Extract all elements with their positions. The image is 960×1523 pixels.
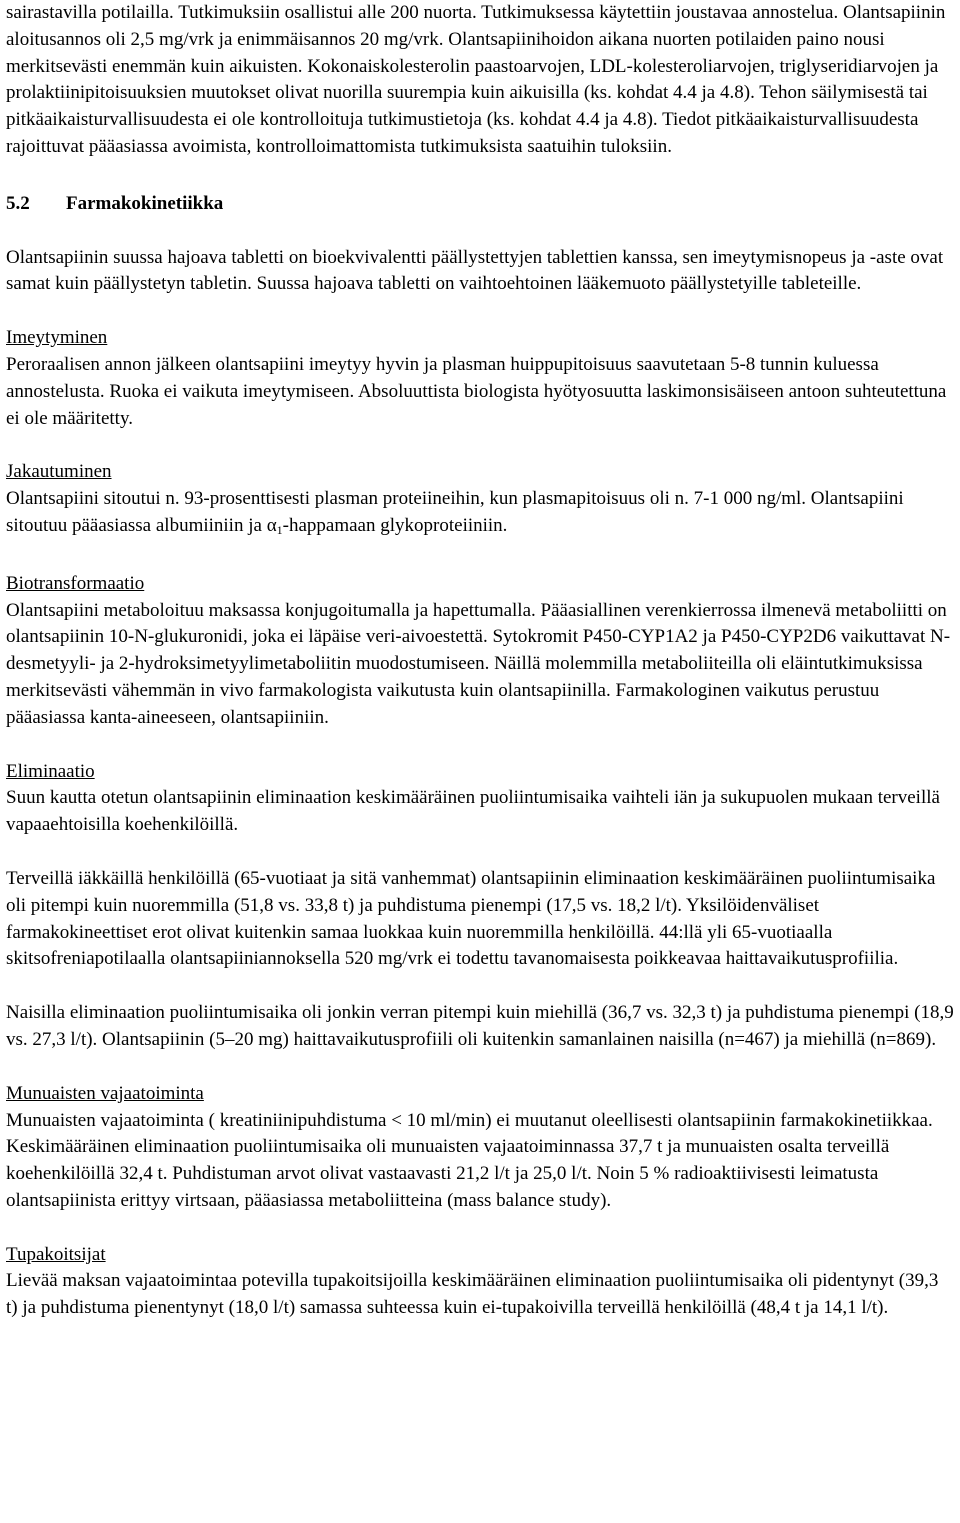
section-heading	[6, 191, 954, 218]
elimination-paragraph-1: Suun kautta otetun olantsapiinin eliminaation keskimääräinen puoliintumisaika vaihteli iän ja sukupuolen mukaan terveillä vapaaehtoisilla koehenkilöillä.	[6, 787, 940, 836]
biotransformation-heading: Biotransformaatio	[6, 572, 145, 594]
distribution-text-end: -happamaan glykoproteiiniin.	[282, 514, 508, 536]
alpha-symbol: α	[266, 514, 277, 536]
absorption-heading: Imeytyminen	[6, 327, 108, 349]
biotransformation-paragraph: Olantsapiini metaboloituu maksassa konjugoitumalla ja hapettumalla. Pääasiallinen verenkierrossa ilmenevä metaboliitti on olantsapiinin 10-N-glukuronidi, joka ei läpäise veri-aivoestettä. Sytokromit P450-CYP1A2 ja P450-CYP2D6 vaikuttavat N-desmetyyli- ja 2-hydroksimetyylimetaboliitin muodostumiseen. Näillä molemmilla metaboliiteilla oli eläintutkimuksissa merkitsevästi vähemmän in vivo farmakologista vaikutusta kuin olantsapiinilla. Farmakologinen vaikutus perustuu pääasiassa kanta-aineeseen, olantsapiiniin.	[6, 599, 951, 728]
elimination-heading: Eliminaatio	[6, 760, 95, 782]
distribution-paragraph	[6, 486, 954, 544]
renal-paragraph: Munuaisten vajaatoiminta ( kreatiniinipuhdistuma < 10 ml/min) ei muutanut oleellisesti olantsapiinin farmakokinetiikkaa. Keskimääräinen eliminaation puoliintumisaika oli munuaisten vajaatoiminnassa 37,7 t ja munuaisten osalta terveillä koehenkilöillä 32,4 t. Puhdistuman arvot olivat vastaavasti 21,2 l/t ja 25,0 l/t. Noin 5 % radioaktiivisesti leimatusta olantsapiinista erittyy virtsaan, pääasiassa metaboliitteina (mass balance study).	[6, 1109, 933, 1211]
alpha-subscript: 1	[276, 522, 283, 537]
renal-heading: Munuaisten vajaatoiminta	[6, 1082, 204, 1104]
elimination-paragraph-3: Naisilla eliminaation puoliintumisaika oli jonkin verran pitempi kuin miehillä (36,7 vs. 32,3 t) ja puhdistuma pienempi (18,9 vs. 27,3 l/t). Olantsapiinin (5–20 mg) haittavaikutusprofiili oli kuitenkin samanlainen naisilla (n=467) ja miehillä (n=869).	[6, 1002, 954, 1050]
absorption-paragraph: Peroraalisen annon jälkeen olantsapiini imeytyy hyvin ja plasman huippupitoisuus saavutetaan 5-8 tunnin kuluessa annostelusta. Ruoka ei vaikuta imeytymiseen. Absoluuttista biologista hyötyosuutta laskimonsisäiseen antoon suhteutettuna ei ole määritetty.	[6, 353, 947, 429]
section-title: Farmakokinetiikka	[66, 192, 224, 214]
distribution-text-start: Olantsapiini sitoutui n. 93-prosenttisesti plasman proteiineihin, kun plasmapitoisuus oli n. 7-1 000 ng/ml. Olantsapiini sitoutuu pääasiassa albumiiniin ja	[6, 488, 904, 536]
intro-paragraph: sairastavilla potilailla. Tutkimuksiin osallistui alle 200 nuorta. Tutkimuksessa käytettiin joustavaa annostelua. Olantsapiinin aloitusannos oli 2,5 mg/vrk ja enimmäisannos 20 mg/vrk. Olantsapiinihoidon aikana nuorten potilaiden paino nousi merkitsevästi enemmän kuin aikuisten. Kokonaiskolesterolin paastoarvojen, LDL-kolesteroliarvojen, triglyseridiarvojen ja prolaktiinipitoisuuksien muutokset olivat nuorilla suurempia kuin aikuisilla (ks. kohdat 4.4 ja 4.8). Tehon säilymisestä tai pitkäaikaisturvallisuudesta ei ole kontrolloituja tutkimustietoja (ks. kohdat 4.4 ja 4.8). Tiedot pitkäaikaisturvallisuudesta rajoittuvat pääasiassa avoimista, kontrolloimattomista tutkimuksista saatuihin tuloksiin.	[6, 2, 946, 157]
smokers-paragraph: Lievää maksan vajaatoimintaa potevilla tupakoitsijoilla keskimääräinen eliminaation puoliintumisaika oli pidentynyt (39,3 t) ja puhdistuma pienentynyt (18,0 l/t) samassa suhteessa kuin ei-tupakoivilla terveillä henkilöillä (48,4 t ja 14,1 l/t).	[6, 1270, 939, 1319]
orodispersible-paragraph: Olantsapiinin suussa hajoava tabletti on bioekvivalentti päällystettyjen tablettien kanssa, sen imeytymisnopeus ja -aste ovat samat kuin päällystetyn tabletin. Suussa hajoava tabletti on vaihtoehtoinen lääkemuoto päällystetyille tableteille.	[6, 246, 944, 295]
section-number: 5.2	[6, 192, 30, 214]
elimination-paragraph-2: Terveillä iäkkäillä henkilöillä (65-vuotiaat ja sitä vanhemmat) olantsapiinin eliminaation keskimääräinen puoliintumisaika oli pitempi kuin nuoremmilla (51,8 vs. 33,8 t) ja puhdistuma pienempi (17,5 vs. 18,2 l/t). Yksilöidenväliset farmakokineettiset erot olivat kuitenkin samaa luokkaa kuin nuoremmilla henkilöillä. 44:llä yli 65-vuotiaalla skitsofreniapotilaalla olantsapiiniannoksella 520 mg/vrk ei todettu tavanomaisesta poikkeavaa haittavaikutusprofiilia.	[6, 867, 936, 970]
distribution-heading: Jakautuminen	[6, 461, 112, 483]
smokers-heading: Tupakoitsijat	[6, 1243, 106, 1265]
